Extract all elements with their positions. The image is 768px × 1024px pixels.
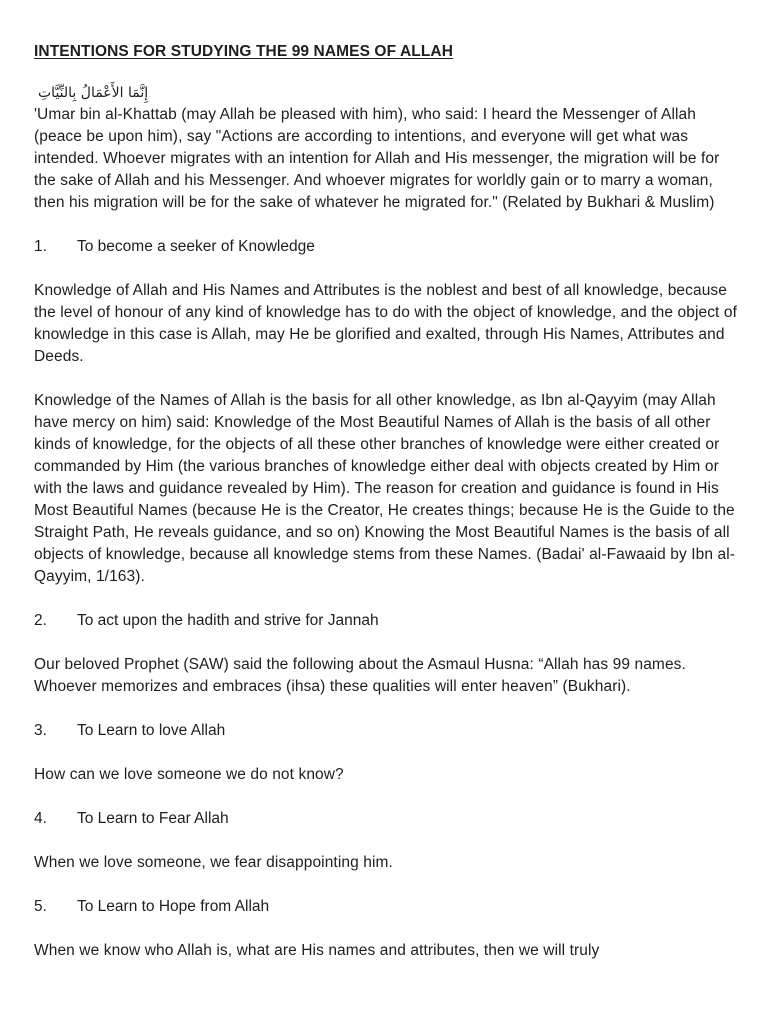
section-title: To Learn to Hope from Allah xyxy=(77,898,270,915)
section-number: 5. xyxy=(34,898,47,915)
section-3-paragraph-1: How can we love someone we do not know? xyxy=(34,766,344,783)
section-number: 2. xyxy=(34,612,47,629)
section-heading-2 xyxy=(34,610,738,632)
section-number: 3. xyxy=(34,722,47,739)
arabic-hadith-text: إِنَّمَا الأَعْمَالُ بِالنِّيَّاتِ xyxy=(38,85,149,101)
section-title: To Learn to love Allah xyxy=(77,722,226,739)
section-1-paragraph-1: Knowledge of Allah and His Names and Attributes is the noblest and best of all knowledge, because the level of honour of any kind of knowledge has to do with the object of knowledge, and the object of knowledge in this case is Allah, may He be glorified and exalted, through His Names, Attributes and Deeds. xyxy=(34,282,737,365)
section-heading-3 xyxy=(34,720,738,742)
section-2-paragraph-1: Our beloved Prophet (SAW) said the following about the Asmaul Husna: “Allah has 99 names. Whoever memorizes and embraces (ihsa) these qualities will enter heaven” (Bukhari). xyxy=(34,656,686,695)
section-heading-4 xyxy=(34,808,738,830)
section-title: To Learn to Fear Allah xyxy=(77,810,229,827)
section-heading-5 xyxy=(34,896,738,918)
document-title: INTENTIONS FOR STUDYING THE 99 NAMES OF ALLAH xyxy=(34,43,453,60)
section-heading-1 xyxy=(34,236,738,258)
section-title: To become a seeker of Knowledge xyxy=(77,238,315,255)
intro-paragraph: 'Umar bin al-Khattab (may Allah be pleased with him), who said: I heard the Messenger of Allah (peace be upon him), say "Actions are according to intentions, and everyone will get what was intended. Whoever migrates with an intention for Allah and His messenger, the migration will be for the sake of Allah and his Messenger. And whoever migrates for worldly gain or to marry a woman, then his migration will be for the sake of whatever he migrated for." (Related by Bukhari & Muslim) xyxy=(34,106,720,211)
section-1-paragraph-2: Knowledge of the Names of Allah is the basis for all other knowledge, as Ibn al-Qayyim (may Allah have mercy on him) said: Knowledge of the Most Beautiful Names of Allah is the basis of all other kinds of knowledge, for the objects of all these other branches of knowledge were either created or commanded by Him (the various branches of knowledge either deal with objects created by Him or with the laws and guidance revealed by Him). The reason for creation and guidance is found in His Most Beautiful Names (because He is the Creator, He creates things; because He is the Guide to the Straight Path, He reveals guidance, and so on) Knowing the Most Beautiful Names is the basis of all objects of knowledge, because all knowledge stems from these Names. (Badai' al-Fawaaid by Ibn al-Qayyim, 1/163). xyxy=(34,392,736,585)
section-4-paragraph-1: When we love someone, we fear disappointing him. xyxy=(34,854,393,871)
section-5-paragraph-1: When we know who Allah is, what are His names and attributes, then we will truly xyxy=(34,942,600,959)
section-title: To act upon the hadith and strive for Jannah xyxy=(77,612,379,629)
section-number: 1. xyxy=(34,238,47,255)
section-number: 4. xyxy=(34,810,47,827)
